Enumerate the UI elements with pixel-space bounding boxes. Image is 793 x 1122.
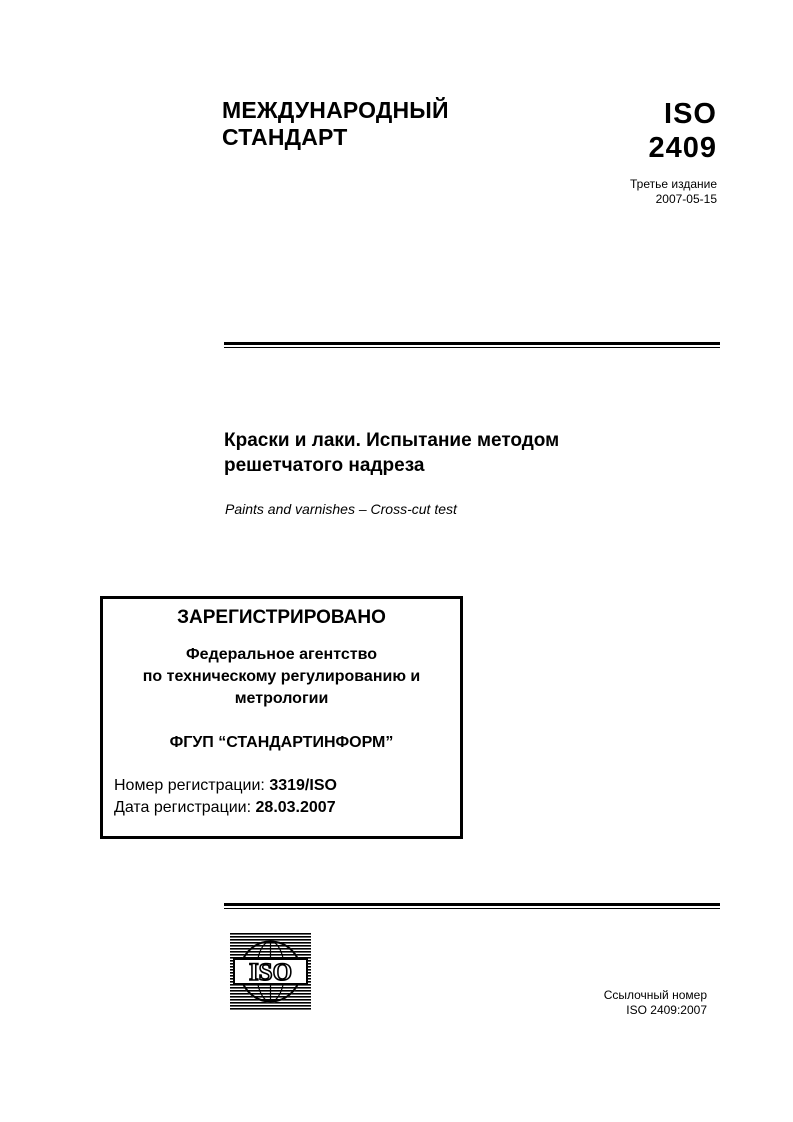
reference-label: Ссылочный номер — [603, 988, 707, 1002]
edition-label: Третье издание — [630, 177, 717, 191]
edition-date: 2007-05-15 — [655, 192, 717, 206]
document-type-line-1: МЕЖДУНАРОДНЫЙ — [222, 97, 449, 123]
reference-value: ISO 2409:2007 — [626, 1003, 707, 1017]
registration-date-line — [114, 797, 336, 819]
title-russian-line-1: Краски и лаки. Испытание методом — [224, 430, 560, 451]
title-russian-line-2: решетчатого надреза — [224, 455, 425, 476]
top-divider — [224, 342, 720, 348]
registration-agency — [103, 644, 460, 710]
title-english: Paints and varnishes – Cross-cut test — [225, 501, 457, 517]
edition-info — [630, 177, 717, 207]
registration-box — [100, 596, 463, 839]
top-divider-thin — [224, 347, 720, 348]
title-russian — [224, 428, 704, 478]
registration-number-value: 3319/ISO — [269, 777, 337, 794]
registration-organization: ФГУП “СТАНДАРТИНФОРМ” — [169, 734, 394, 751]
bottom-divider-thin — [224, 908, 720, 909]
document-type — [222, 97, 449, 151]
standard-number — [648, 97, 717, 165]
registration-agency-line-2: по техническому регулированию и — [142, 668, 421, 685]
registration-agency-line-3: метрологии — [234, 690, 329, 707]
iso-logo-text: ISO — [248, 959, 293, 986]
top-divider-thick — [224, 342, 720, 345]
registration-number-line — [114, 775, 337, 797]
bottom-divider — [224, 903, 720, 909]
registration-agency-line-1: Федеральное агентство — [186, 646, 377, 663]
registration-heading: ЗАРЕГИСТРИРОВАНО — [177, 607, 386, 628]
iso-label: ISO — [664, 98, 717, 130]
iso-logo — [230, 933, 311, 1010]
bottom-divider-thick — [224, 903, 720, 906]
reference-number — [604, 988, 707, 1018]
registration-number-label: Номер регистрации: — [114, 777, 265, 794]
document-type-line-2: СТАНДАРТ — [222, 124, 348, 150]
iso-number: 2409 — [648, 132, 717, 164]
registration-date-value: 28.03.2007 — [255, 799, 336, 816]
registration-date-label: Дата регистрации: — [114, 799, 252, 816]
